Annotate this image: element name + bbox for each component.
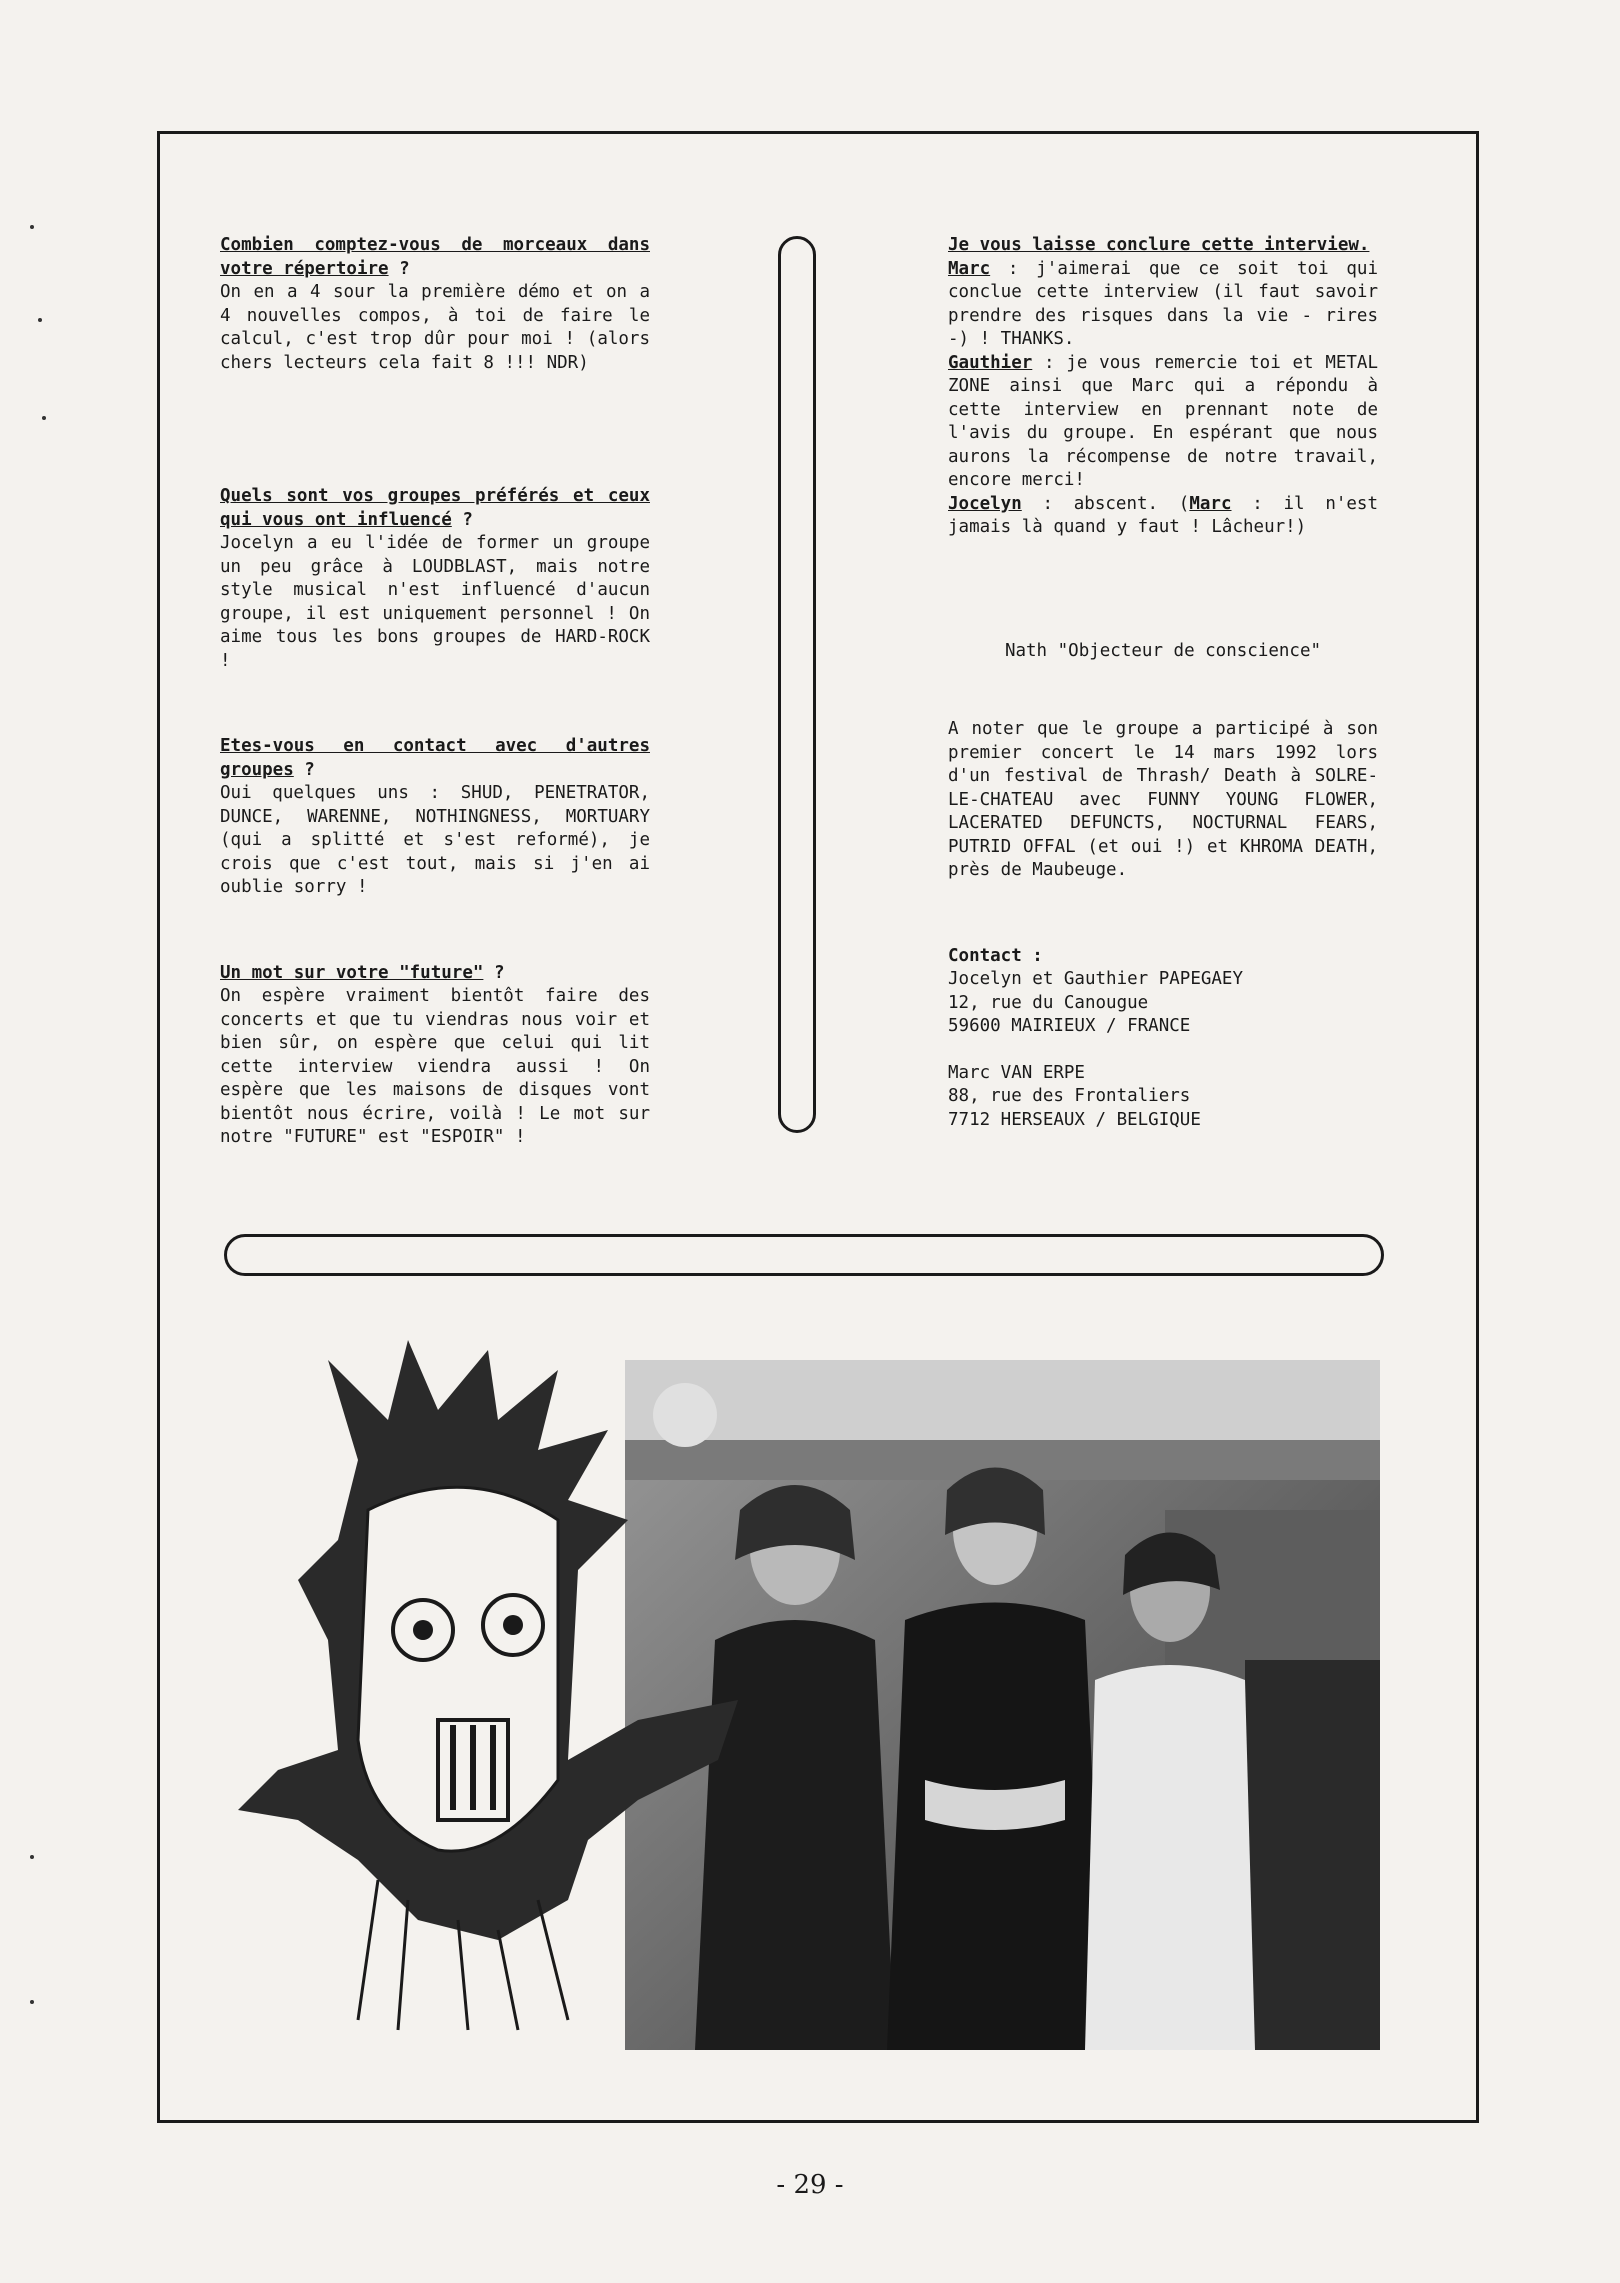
address-line: 7712 HERSEAUX / BELGIQUE (948, 1109, 1201, 1130)
right-column (948, 234, 1378, 1132)
answer-marc: Marc : j'aimerai que ce soit toi qui conclue cette interview (il faut savoir prendre des risques dans la vie - rires -) ! THANKS. (948, 258, 1378, 349)
author-signature: Nath "Objecteur de conscience" (1004, 640, 1322, 661)
concert-note: A noter que le groupe a participé à son premier concert le 14 mars 1992 lors d'un festival de Thrash/ Death à SOLRE-LE-CHATEAU avec FUNNY YOUNG FLOWER, LACERATED DEFUNCTS, NOCTURNAL FEARS, PUTRID OFFAL (et oui !) et KHROMA DEATH, près de Maubeuge. (948, 719, 1378, 880)
address-line: 12, rue du Canougue (948, 992, 1149, 1013)
address-line: 59600 MAIRIEUX / FRANCE (948, 1016, 1191, 1036)
question-repertoire: Combien comptez-vous de morceaux dans votre répertoire ? (220, 235, 650, 279)
question-future: Un mot sur votre "future" ? (220, 962, 505, 983)
answer-future: On espère vraiment bientôt faire des concerts et que tu viendras nous voir et bien sûr, on espère que celui qui lit cette interview viendra aussi ! On espère que les maisons de disques vont bientôt nous écrire, voilà ! Le mot sur notre "FUTURE" est "ESPOIR" ! (220, 986, 650, 1147)
address-line: Marc VAN ERPE (948, 1062, 1085, 1083)
answer-jocelyn: Jocelyn : abscent. (Marc : il n'est jamais là quand y faut ! Lâcheur!) (948, 493, 1378, 537)
question-contacts: Etes-vous en contact avec d'autres groupes ? (220, 736, 650, 780)
answer-contacts: Oui quelques uns : SHUD, PENETRATOR, DUNCE, WARENNE, NOTHINGNESS, MORTUARY (qui a splitté et s'est reformé), je crois que c'est tout, mais si j'en ai oublie sorry ! (220, 783, 650, 897)
page-number: - 29 - (776, 2170, 844, 2200)
contact-label: Contact : (948, 945, 1043, 966)
scan-speck (42, 416, 46, 420)
interview-block-conclusion (948, 234, 1378, 540)
interview-block-contacts (220, 735, 650, 900)
scan-speck (30, 225, 34, 229)
interview-block-repertoire (220, 234, 650, 375)
address-line: Jocelyn et Gauthier PAPEGAEY (948, 969, 1244, 989)
answer-repertoire: On en a 4 sour la première démo et on a 4 nouvelles compos, à toi de faire le calcul, c'est trop dûr pour moi ! (alors chers lecteurs cela fait 8 !!! NDR) (220, 282, 650, 373)
answer-gauthier: Gauthier : je vous remercie toi et METAL ZONE ainsi que Marc qui a répondu à cette interview en prennant note de l'avis du groupe. En espérant que nous aurons la récompense de notre travail, encore merci! (948, 352, 1378, 490)
question-influences: Quels sont vos groupes préférés et ceux qui vous ont influencé ? (220, 486, 650, 530)
left-column (220, 234, 650, 1212)
scan-speck (30, 2000, 34, 2004)
contact-block (948, 945, 1378, 1133)
scan-speck (30, 1855, 34, 1859)
horizontal-divider-bar (224, 1234, 1384, 1276)
address-line: 88, rue des Frontaliers (948, 1086, 1191, 1106)
question-conclusion: Je vous laisse conclure cette interview. (948, 235, 1370, 255)
answer-influences: Jocelyn a eu l'idée de former un groupe un peu grâce à LOUDBLAST, mais notre style musical n'est influencé d'aucun groupe, il est uniquement personnel ! On aime tous les bons groupes de HARD-ROCK ! (220, 533, 650, 671)
interview-block-future (220, 962, 650, 1150)
interview-block-influences (220, 485, 650, 673)
scan-speck (38, 318, 42, 322)
horror-face-drawing (238, 1340, 758, 2040)
vertical-divider-bar (778, 236, 816, 1133)
